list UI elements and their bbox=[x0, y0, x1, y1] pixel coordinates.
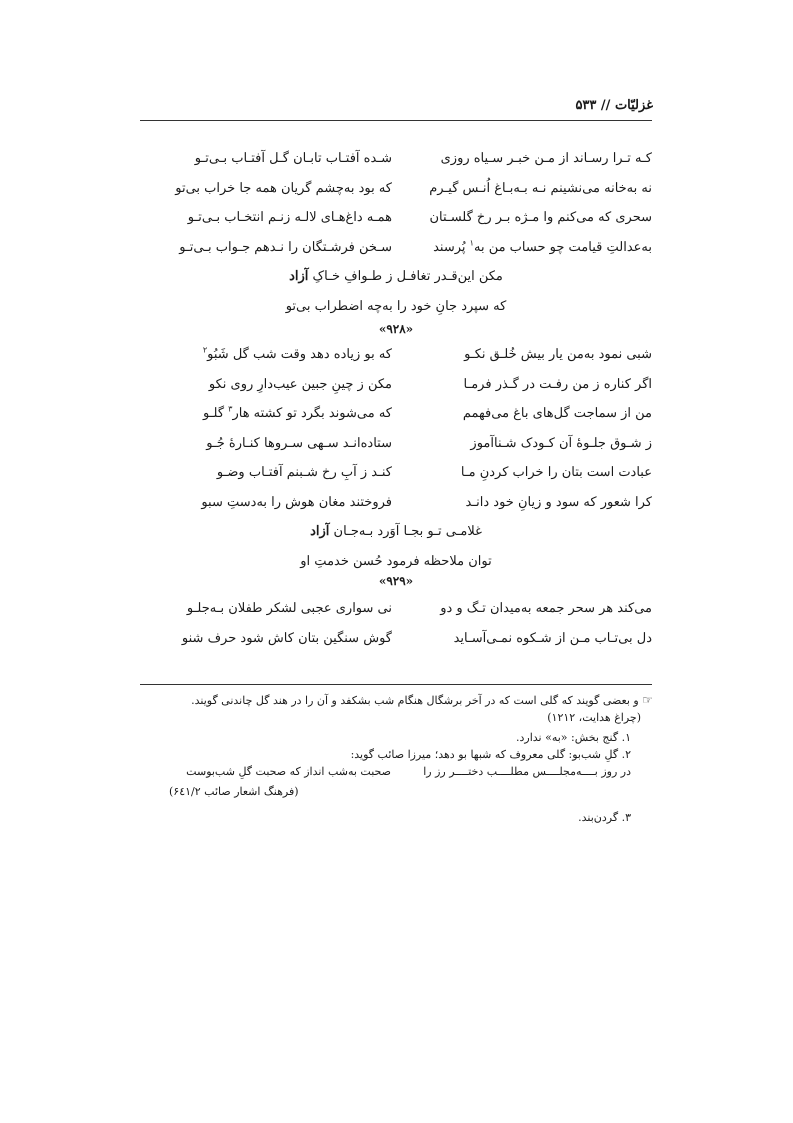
bayt bbox=[140, 594, 652, 624]
quote-misra-1: در روز بــــه‌مجلــــس مطلــــب دختــــر رز را bbox=[423, 765, 631, 778]
footnote-star: ☞ و بعضی گویند که گلی است که در آخر برشگال هنگام شب بشکفد و آن را در هند گل چاندنی گویند. bbox=[191, 693, 653, 707]
bayt bbox=[140, 399, 652, 429]
header-divider bbox=[140, 120, 652, 121]
misra-1: من از سماجت گل‌های باغ می‌فهمم bbox=[462, 406, 652, 421]
misra-1: به‌عدالتِ قیامت چو حساب من به$^۱$ پُرسند bbox=[433, 238, 652, 255]
misra-1: دل بی‌تـاب مـن از شـکوه نمـی‌آسـاید bbox=[453, 630, 652, 646]
misra-2: که بود به‌چشم گریان همه جا خراب بی‌تو bbox=[175, 180, 392, 196]
closing-line: مکن این‌قـدر تغافـل ز طـوافِ خـاکِ آزاد bbox=[289, 269, 503, 284]
misra-1: نه به‌خانه می‌نشینم نـه بـه‌بـاغ اُنـس گیـرم bbox=[429, 180, 652, 196]
footnote-1: ۱. گنج بخش: «به» ندارد. bbox=[516, 731, 631, 744]
footnote-3: ۳. گردن‌بند. bbox=[578, 811, 631, 824]
bayt bbox=[140, 488, 652, 518]
poem-prev bbox=[140, 144, 652, 321]
misra-2: گوش سنگین بتان کاش شود حرف شنو bbox=[181, 630, 392, 646]
closing-line: غلامـی تـو بجـا آوَرد بـه‌جـان آزاد bbox=[310, 524, 482, 539]
misra-1: می‌کند هر سحر جمعه به‌میدان تـگ و دو bbox=[440, 601, 652, 616]
footnote-ref: ۲ bbox=[202, 345, 208, 355]
running-header: غزلیّات // ۵۳۳ bbox=[575, 98, 653, 113]
poem-929 bbox=[140, 594, 652, 653]
poem-number: «۹۲۸» bbox=[378, 322, 414, 336]
bayt bbox=[140, 144, 652, 174]
bayt bbox=[140, 203, 652, 233]
bayt bbox=[140, 340, 652, 370]
misra-2: نی سواری عجبی لشکر طفلان بـه‌جلـو bbox=[186, 601, 392, 616]
bayt bbox=[140, 370, 652, 400]
footnote-2-quote bbox=[141, 763, 653, 781]
poet-pen-name: آزاد bbox=[310, 524, 330, 539]
footnote-2-cite: (فرهنگ اشعار صائب ۶٤۱/۲) bbox=[169, 785, 299, 798]
misra-2: فروختند مغان هوش را به‌دستِ سبو bbox=[201, 494, 392, 510]
misra-1: عبادت است بتان را خراب کردنِ مـا bbox=[460, 465, 652, 480]
poem-928 bbox=[140, 340, 652, 576]
quote-misra-2: صحبت به‌شب انداز که صحبت گلِ شب‌بوست bbox=[186, 765, 391, 778]
misra-1: سحری که می‌کنم وا مـژه بـر رخ گلسـتان bbox=[429, 210, 652, 225]
bayt bbox=[140, 458, 652, 488]
misra-2: شـده آفتـاب تابـان گـل آفتـاب بـی‌تـو bbox=[194, 151, 392, 166]
misra-1: کرا شعور که سود و زیانِ خود دانـد bbox=[465, 494, 652, 510]
misra-2: مکن ز چینِ جبین عیب‌دارِ روی نکو bbox=[208, 376, 392, 392]
misra-2: ستاده‌انـد سـهی سـروها کنـارهٔ جُـو bbox=[206, 435, 392, 451]
bayt bbox=[140, 624, 652, 654]
misra-2: همـه داغ‌هـای لالـه زنـم انتخـاب بـی‌تـو bbox=[187, 210, 392, 225]
footnote-star-ref: (چراغ هدایت، ۱۲۱۲) bbox=[547, 711, 641, 724]
bayt bbox=[140, 233, 652, 263]
poet-pen-name: آزاد bbox=[289, 269, 309, 284]
misra-1: شبی نمود به‌من یار بیش خُلـق نکـو bbox=[464, 347, 652, 362]
misra-2: که می‌شوند بگرد تو کشته هار$^۳$ گلـو bbox=[203, 404, 392, 421]
pointing-hand-icon: ☞ bbox=[642, 693, 653, 707]
footnotes bbox=[141, 692, 653, 826]
footnote-ref: ۳ bbox=[228, 404, 233, 414]
footnote-2: ۲. گلِ شب‌بو: گلی معروف که شبها بو دهد؛ میرزا صائب گوید: bbox=[350, 748, 631, 761]
misra-1: اگر کناره ز من رفـت در گـذر فرمـا bbox=[463, 376, 652, 392]
closing-line: توان ملاحظه فرمود حُسن خدمتِ او bbox=[300, 553, 492, 569]
bayt bbox=[140, 429, 652, 459]
bayt bbox=[140, 174, 652, 204]
misra-2: سـخن فرشـتگان را نـدهم جـواب بـی‌تـو bbox=[179, 239, 392, 255]
misra-2: که بو زیاده دهد وقت شب گل شَبُو$^۲$ bbox=[202, 345, 392, 362]
misra-2: کنـد ز آبِ رخ شـبنم آفتـاب وضـو bbox=[216, 465, 392, 480]
footnote-divider bbox=[140, 684, 652, 685]
closing-line: که سپرد جانِ خود را به‌چه اضطراب بی‌تو bbox=[285, 298, 507, 314]
footnote-ref: ۱ bbox=[469, 238, 474, 248]
misra-1: ز شـوق جلـوهٔ آن کـودک شـناآموز bbox=[470, 435, 652, 451]
poem-number: «۹۲۹» bbox=[378, 574, 414, 588]
misra-1: کـه تـرا رسـاند از مـن خبـر سـیاه روزی bbox=[440, 151, 652, 166]
